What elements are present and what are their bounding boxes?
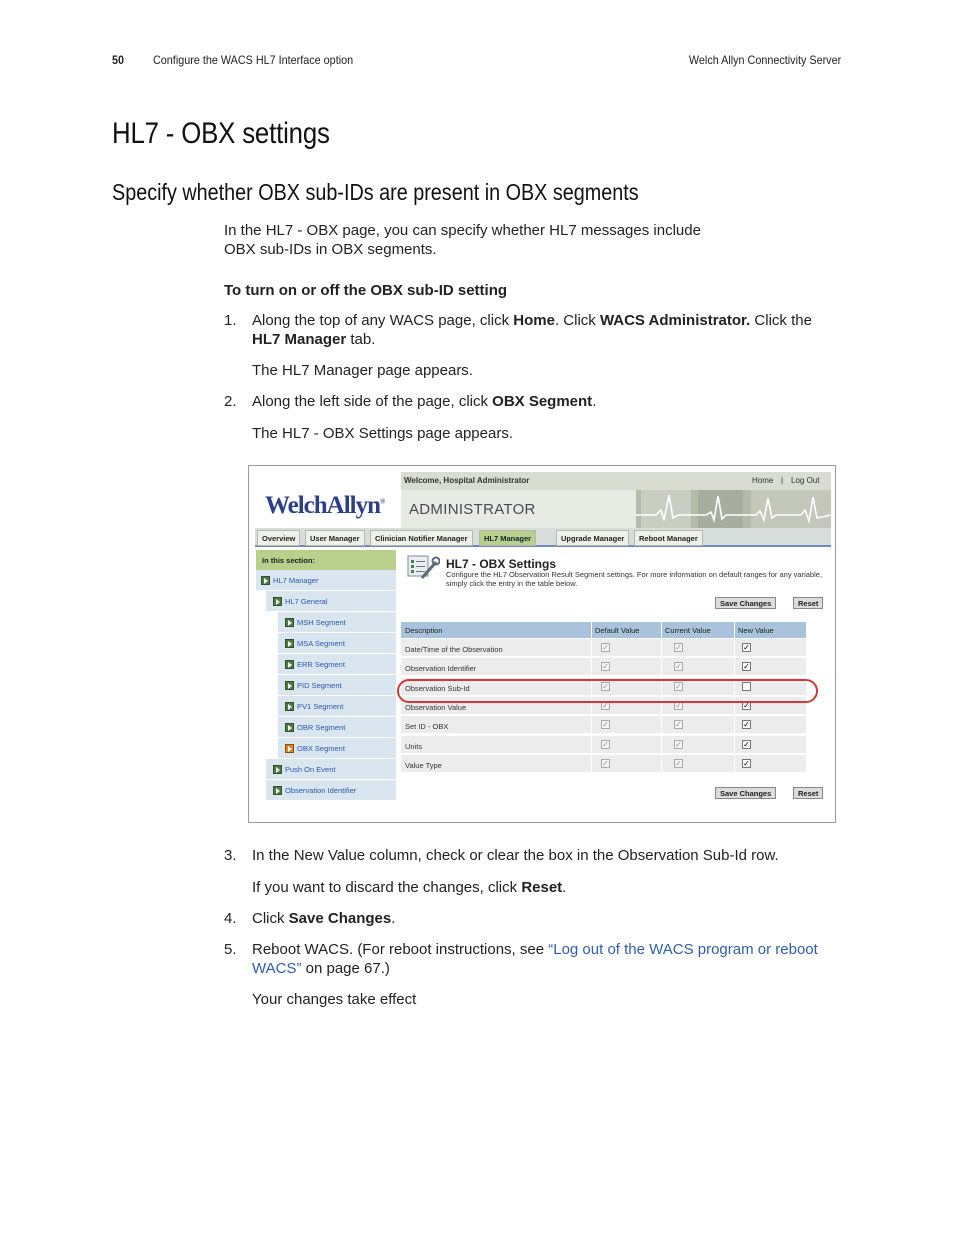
step-4-text: Click Save Changes.	[252, 910, 396, 927]
table-row	[401, 638, 806, 656]
default-value-checkbox: ✓	[602, 739, 609, 749]
row-description[interactable]: Date/Time of the Observation	[405, 645, 503, 654]
home-ref: Home	[513, 312, 555, 329]
new-value-checkbox[interactable]: ✓	[743, 643, 750, 652]
table-row	[401, 715, 806, 733]
admin-page	[255, 470, 831, 820]
table-row	[401, 754, 806, 772]
settings-tool-icon	[406, 554, 440, 582]
current-value-checkbox: ✓	[675, 739, 682, 749]
current-value-checkbox: ✓	[675, 662, 682, 672]
sidebar-item-push-on-event[interactable]: Push On Event	[266, 759, 396, 779]
step-5-text-cont: WACS” on page 67.)	[252, 960, 390, 977]
welch-allyn-logo: WelchAllyn®	[265, 492, 385, 519]
new-value-checkbox[interactable]: ✓	[743, 739, 750, 749]
sidebar-item-hl7-manager[interactable]: HL7 Manager	[256, 570, 396, 590]
row-description[interactable]: Observation Identifier	[405, 664, 477, 674]
intro-line-1: In the HL7 - OBX page, you can specify whether HL7 messages include	[224, 222, 701, 239]
arrow-box-icon	[285, 639, 294, 648]
observation-sub-id-highlight	[397, 679, 818, 703]
section-subtitle: Specify whether OBX sub-IDs are present in OBX segments	[112, 179, 639, 205]
sidebar-item-err[interactable]: ERR Segment	[278, 654, 396, 674]
row-description[interactable]: Observation Value	[405, 702, 467, 712]
reboot-link-cont[interactable]: WACS”	[252, 960, 302, 977]
step-1-result: The HL7 Manager page appears.	[252, 362, 473, 379]
sidebar-item-hl7-general[interactable]: HL7 General	[266, 591, 396, 611]
new-value-checkbox[interactable]: ✓	[743, 720, 750, 730]
default-value-checkbox: ✓	[602, 681, 609, 691]
tab-upgrade-manager[interactable]: Upgrade Manager	[556, 530, 629, 546]
new-value-checkbox[interactable]: ✓	[743, 700, 750, 710]
obx-segment-ref: OBX Segment	[492, 393, 593, 410]
arrow-box-icon	[285, 660, 294, 669]
current-value-checkbox: ✓	[675, 720, 682, 730]
col-default-value: Default Value	[595, 626, 640, 635]
sidebar-heading: In this section:	[256, 550, 396, 570]
arrow-box-icon	[261, 576, 270, 585]
reboot-link[interactable]: “Log out of the WACS program or reboot	[548, 941, 818, 958]
page-title: HL7 - OBX settings	[112, 117, 330, 150]
column-divider	[734, 622, 735, 792]
new-value-checkbox[interactable]: ✓	[743, 758, 750, 768]
main-tabs	[255, 528, 831, 547]
tab-reboot-manager[interactable]: Reboot Manager	[634, 530, 703, 546]
current-value-checkbox: ✓	[675, 643, 682, 652]
reset-ref: Reset	[521, 879, 563, 896]
arrow-box-icon	[273, 597, 282, 606]
new-value-checkbox[interactable]: ✓	[743, 662, 750, 672]
sidebar-item-observation-identifier[interactable]: Observation Identifier	[266, 780, 396, 800]
default-value-checkbox: ✓	[602, 700, 609, 710]
current-value-checkbox: ✓	[675, 758, 682, 768]
arrow-box-icon	[285, 702, 294, 711]
chapter-title: Configure the WACS HL7 Interface option	[153, 53, 354, 67]
sidebar-item-obx[interactable]: OBX Segment	[278, 738, 396, 758]
current-value-checkbox: ✓	[675, 681, 682, 691]
tab-clinician-notifier[interactable]: Clinician Notifier Manager	[370, 530, 473, 546]
content-description: Configure the HL7 Observation Result Segment settings. For more information on default ranges for any variable, simply click the entry in the table below.	[446, 570, 823, 588]
intro-line-2: OBX sub-IDs in OBX segments.	[224, 241, 437, 258]
home-link[interactable]: Home	[752, 476, 774, 485]
reset-button-top[interactable]: Reset	[793, 597, 823, 609]
step-2-result: The HL7 - OBX Settings page appears.	[252, 425, 513, 442]
welcome-text: Welcome, Hospital Administrator	[404, 476, 530, 485]
ecg-banner-image	[636, 490, 831, 528]
row-description[interactable]: Observation Sub-Id	[405, 683, 470, 693]
sidebar-item-pv1[interactable]: PV1 Segment	[278, 696, 396, 716]
step-1-number: 1.	[224, 312, 237, 329]
step-5-number: 5.	[224, 941, 237, 958]
arrow-box-icon	[285, 681, 294, 690]
table-row	[401, 657, 806, 675]
default-value-checkbox: ✓	[602, 643, 609, 652]
step-5-text: Reboot WACS. (For reboot instructions, see “Log out of the WACS program or reboot	[252, 941, 818, 958]
column-divider	[591, 622, 592, 792]
col-new-value: New Value	[738, 626, 774, 635]
ecg-trace-icon	[636, 490, 831, 528]
row-description[interactable]: Set ID - OBX	[405, 722, 449, 732]
screenshot-figure	[248, 465, 836, 823]
welcome-bar	[401, 472, 831, 490]
tab-overview[interactable]: Overview	[257, 530, 300, 546]
col-description: Description	[405, 626, 443, 635]
admin-title: ADMINISTRATOR	[409, 501, 536, 518]
save-changes-button-top[interactable]: Save Changes	[715, 597, 776, 609]
tab-hl7-manager[interactable]: HL7 Manager	[479, 530, 536, 546]
current-value-checkbox: ✓	[675, 700, 682, 710]
arrow-box-icon	[273, 765, 282, 774]
wacs-admin-ref: WACS Administrator.	[599, 312, 751, 329]
table-header	[401, 622, 806, 638]
save-changes-button-bottom[interactable]: Save Changes	[715, 787, 776, 799]
arrow-box-icon	[285, 744, 294, 753]
row-description[interactable]: Units	[405, 741, 423, 751]
sidebar-item-pid[interactable]: PID Segment	[278, 675, 396, 695]
arrow-box-icon	[273, 786, 282, 795]
row-description[interactable]: Value Type	[405, 760, 442, 770]
default-value-checkbox: ✓	[602, 720, 609, 730]
reset-button-bottom[interactable]: Reset	[793, 787, 823, 799]
table-row	[401, 735, 806, 753]
hl7-manager-ref: HL7 Manager	[252, 331, 347, 348]
save-changes-ref: Save Changes	[288, 910, 392, 927]
arrow-box-icon	[285, 618, 294, 627]
product-name: Welch Allyn Connectivity Server	[688, 53, 841, 67]
col-current-value: Current Value	[665, 626, 711, 635]
step-2-number: 2.	[224, 393, 237, 410]
default-value-checkbox: ✓	[602, 662, 609, 672]
page-number: 50	[112, 53, 125, 67]
separator: |	[781, 476, 784, 485]
step-3-text: In the New Value column, check or clear the box in the Observation Sub-Id row.	[252, 847, 779, 864]
sidebar-item-msh[interactable]: MSH Segment	[278, 612, 396, 632]
step-1-text-cont: HL7 Manager tab.	[252, 331, 376, 348]
sidebar-item-msa[interactable]: MSA Segment	[278, 633, 396, 653]
default-value-checkbox: ✓	[602, 758, 609, 768]
step-4-number: 4.	[224, 910, 237, 927]
step-3-result: If you want to discard the changes, click Reset.	[252, 879, 567, 896]
procedure-heading: To turn on or off the OBX sub-ID setting	[224, 282, 508, 299]
logout-link[interactable]: Log Out	[791, 476, 820, 485]
step-5-result: Your changes take effect	[252, 991, 417, 1008]
sidebar-item-obr[interactable]: OBR Segment	[278, 717, 396, 737]
admin-banner	[401, 490, 831, 528]
content-title: HL7 - OBX Settings	[446, 557, 557, 571]
step-3-number: 3.	[224, 847, 237, 864]
step-2-text: Along the left side of the page, click OBX Segment.	[252, 393, 597, 410]
arrow-box-icon	[285, 723, 294, 732]
tab-user-manager[interactable]: User Manager	[305, 530, 365, 546]
step-1-text: Along the top of any WACS page, click Home. Click WACS Administrator. Click the	[252, 312, 812, 329]
column-divider	[661, 622, 662, 792]
